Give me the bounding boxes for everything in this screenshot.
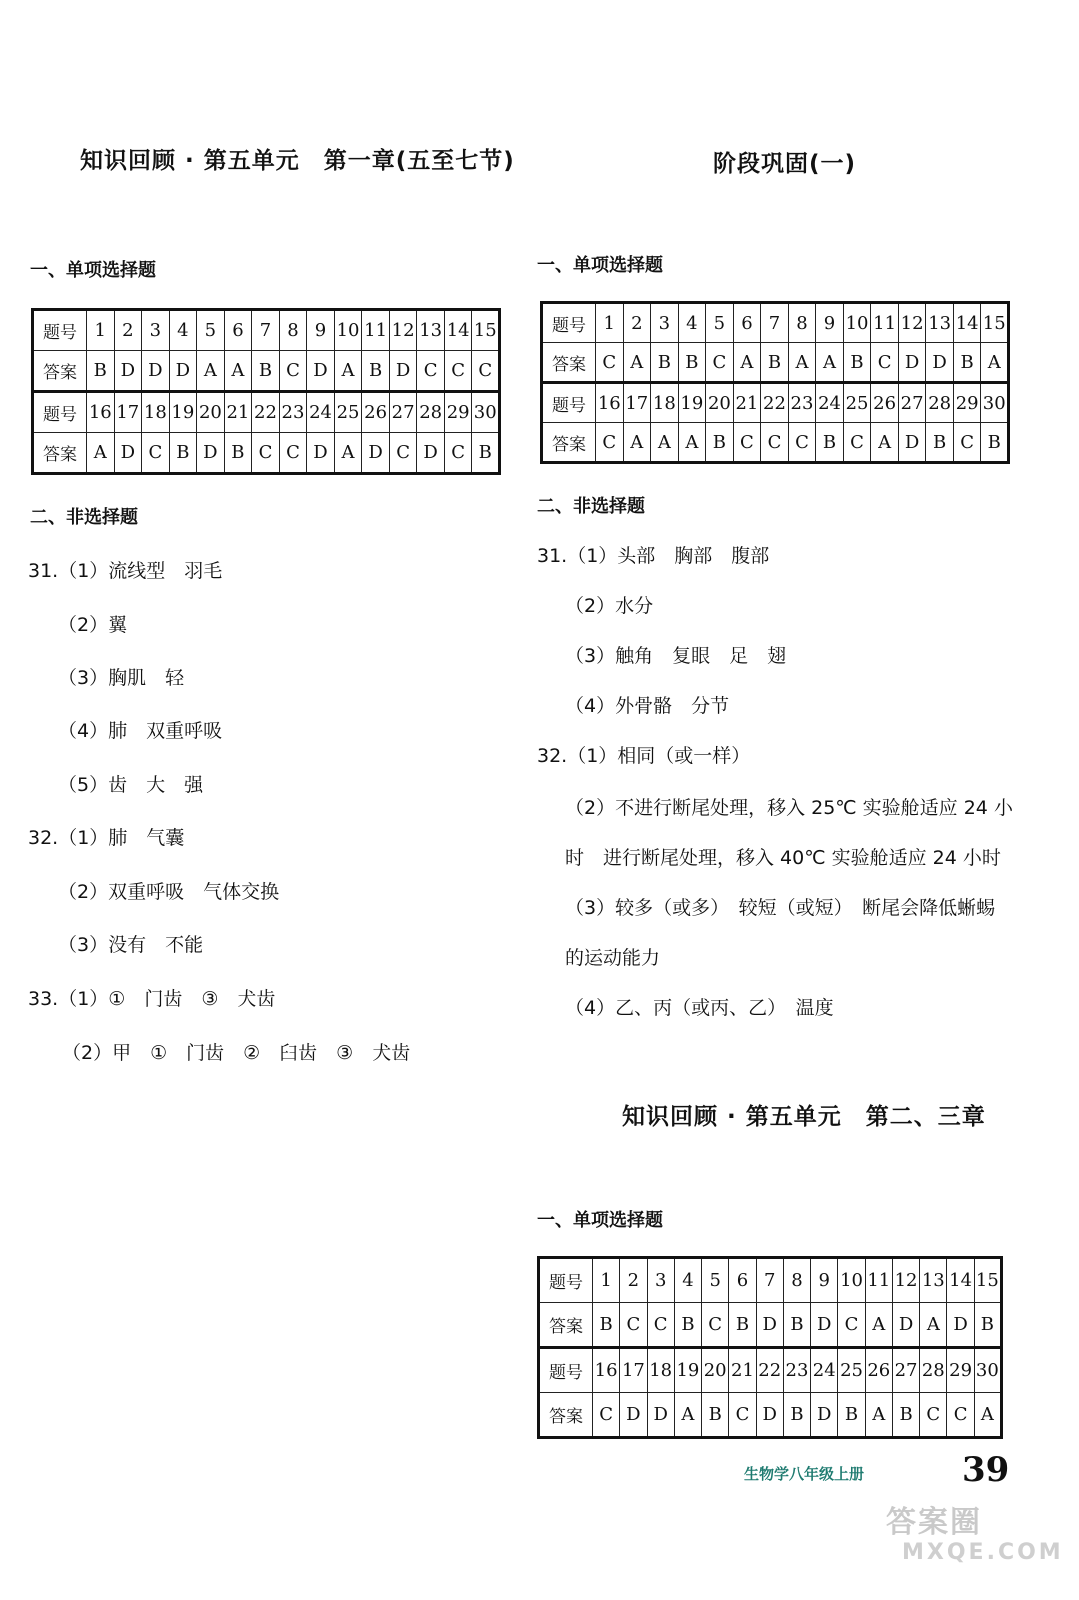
- table-cell: B: [702, 1393, 729, 1438]
- right-answer-line: （2）不进行断尾处理，移入 25℃ 实验舱适应 24 小: [565, 797, 1013, 819]
- table-cell: 30: [981, 383, 1009, 423]
- left-answer-line: （2）翼: [58, 614, 128, 636]
- table-cell: 25: [838, 1348, 865, 1393]
- table-cell: 27: [898, 383, 926, 423]
- right-answer-line: （4）乙、丙（或丙、乙） 温度: [565, 997, 834, 1019]
- table-cell: A: [871, 423, 899, 463]
- table-cell: A: [816, 343, 844, 383]
- table-cell: C: [252, 433, 280, 474]
- table-cell: B: [651, 343, 679, 383]
- table-cell: 15: [974, 1258, 1001, 1303]
- table-cell: 4: [674, 1258, 701, 1303]
- table-cell: A: [334, 433, 362, 474]
- table-cell: 24: [816, 383, 844, 423]
- table-cell: C: [920, 1393, 947, 1438]
- table-cell: 5: [197, 310, 225, 351]
- left-answer-line: （5）齿 大 强: [58, 774, 204, 796]
- table-cell: 23: [783, 1348, 810, 1393]
- table-cell: A: [87, 433, 115, 474]
- table-cell: 26: [865, 1348, 892, 1393]
- table-cell: 6: [224, 310, 252, 351]
- table-cell: C: [444, 351, 472, 392]
- table-row: [539, 1258, 1002, 1303]
- table-cell: C: [733, 423, 761, 463]
- table-cell: 27: [892, 1348, 919, 1393]
- table-cell: 19: [169, 392, 197, 433]
- table-cell: B: [843, 343, 871, 383]
- table-cell: B: [974, 1303, 1001, 1348]
- table-cell: C: [953, 423, 981, 463]
- table-cell: 16: [87, 392, 115, 433]
- table-cell: 18: [647, 1348, 674, 1393]
- page-number: 39: [962, 1450, 1010, 1490]
- table-cell: D: [647, 1393, 674, 1438]
- table-cell: 3: [647, 1258, 674, 1303]
- left-answer-line: （4）肺 双重呼吸: [58, 720, 223, 742]
- table-cell: C: [788, 423, 816, 463]
- table-row-header: 题号: [33, 310, 87, 351]
- table-cell: 30: [472, 392, 500, 433]
- table-cell: C: [843, 423, 871, 463]
- table-cell: B: [678, 343, 706, 383]
- table-cell: C: [761, 423, 789, 463]
- table-cell: 21: [733, 383, 761, 423]
- table-cell: 14: [953, 303, 981, 343]
- table-cell: 24: [307, 392, 335, 433]
- table-cell: 30: [974, 1348, 1001, 1393]
- table-cell: B: [816, 423, 844, 463]
- table-cell: 4: [678, 303, 706, 343]
- table-cell: C: [444, 433, 472, 474]
- table-cell: 17: [620, 1348, 647, 1393]
- table-cell: D: [756, 1393, 783, 1438]
- table-cell: D: [898, 423, 926, 463]
- left-answer-line: （3）胸肌 轻: [58, 667, 185, 689]
- table-cell: B: [472, 433, 500, 474]
- table-row: [33, 433, 500, 474]
- table-cell: 9: [307, 310, 335, 351]
- table-cell: 25: [334, 392, 362, 433]
- table-cell: 22: [761, 383, 789, 423]
- table-cell: B: [593, 1303, 620, 1348]
- table-cell: C: [142, 433, 170, 474]
- table-cell: D: [362, 433, 390, 474]
- right-answer-line: （3）触角 复眼 足 翅: [565, 645, 787, 667]
- table-row-header: 题号: [542, 383, 596, 423]
- table-cell: 7: [252, 310, 280, 351]
- table-cell: D: [811, 1393, 838, 1438]
- table-cell: B: [892, 1393, 919, 1438]
- table-cell: C: [596, 423, 624, 463]
- table-cell: A: [623, 423, 651, 463]
- table-cell: D: [307, 351, 335, 392]
- table-cell: 10: [838, 1258, 865, 1303]
- table-cell: D: [389, 351, 417, 392]
- table-cell: 20: [706, 383, 734, 423]
- left-nonchoice-heading: 二、非选择题: [30, 507, 138, 528]
- left-answer-line: （2）双重呼吸 气体交换: [58, 881, 280, 903]
- table-row: [539, 1303, 1002, 1348]
- table-row: [33, 351, 500, 392]
- table-cell: 24: [811, 1348, 838, 1393]
- table-cell: D: [197, 433, 225, 474]
- table-cell: 26: [871, 383, 899, 423]
- table-cell: C: [472, 351, 500, 392]
- left-single-choice-heading: 一、单项选择题: [30, 260, 156, 281]
- table-cell: 18: [651, 383, 679, 423]
- table-row-header: 题号: [542, 303, 596, 343]
- table-cell: C: [947, 1393, 974, 1438]
- table-cell: A: [981, 343, 1009, 383]
- table-cell: 9: [816, 303, 844, 343]
- table-cell: 10: [334, 310, 362, 351]
- table-cell: B: [87, 351, 115, 392]
- left-answer-line: （3）没有 不能: [58, 934, 204, 956]
- table-cell: 16: [596, 383, 624, 423]
- table-cell: 5: [702, 1258, 729, 1303]
- table-cell: 12: [892, 1258, 919, 1303]
- table-cell: 4: [169, 310, 197, 351]
- right-section-title-2: 知识回顾 · 第五单元 第二、三章: [622, 1104, 986, 1130]
- table-cell: 19: [674, 1348, 701, 1393]
- table-cell: D: [114, 433, 142, 474]
- table-cell: 23: [279, 392, 307, 433]
- table-row: [542, 303, 1009, 343]
- table-row-header: 答案: [539, 1303, 593, 1348]
- table-cell: B: [838, 1393, 865, 1438]
- table-cell: 9: [811, 1258, 838, 1303]
- table-cell: 21: [729, 1348, 756, 1393]
- table-cell: 28: [417, 392, 445, 433]
- table-row-header: 题号: [33, 392, 87, 433]
- table-cell: 5: [706, 303, 734, 343]
- table-cell: D: [756, 1303, 783, 1348]
- table-row-header: 题号: [539, 1258, 593, 1303]
- table-row-header: 答案: [542, 423, 596, 463]
- table-cell: A: [224, 351, 252, 392]
- table-cell: 26: [362, 392, 390, 433]
- table-cell: A: [678, 423, 706, 463]
- table-cell: 12: [389, 310, 417, 351]
- table-cell: 19: [678, 383, 706, 423]
- table-cell: 2: [623, 303, 651, 343]
- table-cell: 14: [444, 310, 472, 351]
- table-cell: A: [674, 1393, 701, 1438]
- table-cell: 23: [788, 383, 816, 423]
- table-cell: D: [947, 1303, 974, 1348]
- left-answer-line: 32.（1）肺 气囊: [28, 827, 185, 849]
- table-cell: A: [334, 351, 362, 392]
- table-cell: B: [926, 423, 954, 463]
- table-cell: B: [981, 423, 1009, 463]
- right-single-choice-heading-2: 一、单项选择题: [537, 1210, 663, 1231]
- table-row: [542, 343, 1009, 383]
- left-answer-table: [31, 308, 501, 475]
- table-cell: 22: [252, 392, 280, 433]
- table-cell: 29: [947, 1348, 974, 1393]
- table-cell: 1: [596, 303, 624, 343]
- table-row: [539, 1348, 1002, 1393]
- table-cell: 29: [953, 383, 981, 423]
- watermark-url: MXQE.COM: [902, 1540, 1064, 1565]
- table-cell: 3: [142, 310, 170, 351]
- table-row: [33, 392, 500, 433]
- table-cell: 22: [756, 1348, 783, 1393]
- table-cell: D: [620, 1393, 647, 1438]
- right-answer-line: 的运动能力: [565, 947, 661, 969]
- table-cell: 13: [417, 310, 445, 351]
- table-row-header: 题号: [539, 1348, 593, 1393]
- table-cell: B: [953, 343, 981, 383]
- table-cell: C: [620, 1303, 647, 1348]
- table-cell: 20: [702, 1348, 729, 1393]
- right-single-choice-heading: 一、单项选择题: [537, 255, 663, 276]
- table-cell: D: [926, 343, 954, 383]
- table-cell: 17: [114, 392, 142, 433]
- table-cell: D: [114, 351, 142, 392]
- table-cell: B: [169, 433, 197, 474]
- table-cell: B: [362, 351, 390, 392]
- table-cell: 2: [114, 310, 142, 351]
- left-section-title: 知识回顾 · 第五单元 第一章(五至七节): [80, 148, 515, 174]
- table-cell: 28: [920, 1348, 947, 1393]
- table-cell: 8: [788, 303, 816, 343]
- table-cell: A: [651, 423, 679, 463]
- footer-subject: 生物学八年级上册: [744, 1465, 865, 1483]
- right-answer-line: （2）水分: [565, 595, 654, 617]
- table-cell: B: [224, 433, 252, 474]
- left-answer-line: 31.（1）流线型 羽毛: [28, 560, 223, 582]
- table-cell: 27: [389, 392, 417, 433]
- table-cell: 8: [279, 310, 307, 351]
- table-row: [33, 310, 500, 351]
- table-cell: D: [892, 1303, 919, 1348]
- table-row: [539, 1393, 1002, 1438]
- table-cell: A: [733, 343, 761, 383]
- table-cell: C: [729, 1393, 756, 1438]
- table-cell: 21: [224, 392, 252, 433]
- table-cell: A: [788, 343, 816, 383]
- table-cell: A: [920, 1303, 947, 1348]
- table-cell: 15: [981, 303, 1009, 343]
- table-cell: 1: [593, 1258, 620, 1303]
- table-cell: C: [702, 1303, 729, 1348]
- table-row-header: 答案: [33, 351, 87, 392]
- table-cell: 6: [733, 303, 761, 343]
- table-cell: 28: [926, 383, 954, 423]
- table-cell: D: [811, 1303, 838, 1348]
- table-cell: B: [783, 1303, 810, 1348]
- table-cell: C: [647, 1303, 674, 1348]
- table-cell: 13: [926, 303, 954, 343]
- table-cell: D: [898, 343, 926, 383]
- table-cell: 3: [651, 303, 679, 343]
- table-cell: A: [197, 351, 225, 392]
- table-cell: 7: [761, 303, 789, 343]
- table-cell: B: [252, 351, 280, 392]
- left-answer-line: 33.（1）① 门齿 ③ 犬齿: [28, 988, 276, 1010]
- table-cell: A: [623, 343, 651, 383]
- table-cell: C: [706, 343, 734, 383]
- table-cell: C: [279, 351, 307, 392]
- table-cell: 17: [623, 383, 651, 423]
- table-cell: A: [974, 1393, 1001, 1438]
- right-answer-line: 32.（1）相同（或一样）: [537, 745, 751, 767]
- table-cell: 11: [871, 303, 899, 343]
- table-cell: 15: [472, 310, 500, 351]
- right-answer-table: [540, 301, 1010, 464]
- table-cell: 8: [783, 1258, 810, 1303]
- right-answer-line: （3）较多（或多） 较短（或短） 断尾会降低蜥蜴: [565, 897, 996, 919]
- table-cell: 2: [620, 1258, 647, 1303]
- table-cell: C: [838, 1303, 865, 1348]
- table-cell: C: [389, 433, 417, 474]
- table-cell: D: [142, 351, 170, 392]
- right-answer-line: 31.（1）头部 胸部 腹部: [537, 545, 770, 567]
- table-cell: D: [169, 351, 197, 392]
- table-cell: B: [783, 1393, 810, 1438]
- table-cell: 13: [920, 1258, 947, 1303]
- table-row: [542, 383, 1009, 423]
- table-row-header: 答案: [542, 343, 596, 383]
- table-cell: 12: [898, 303, 926, 343]
- table-cell: C: [596, 343, 624, 383]
- right-answer-table-2: [537, 1256, 1003, 1439]
- table-row-header: 答案: [539, 1393, 593, 1438]
- table-cell: B: [674, 1303, 701, 1348]
- table-cell: C: [871, 343, 899, 383]
- table-cell: 20: [197, 392, 225, 433]
- table-cell: 1: [87, 310, 115, 351]
- table-cell: B: [706, 423, 734, 463]
- table-cell: A: [865, 1303, 892, 1348]
- table-cell: C: [593, 1393, 620, 1438]
- table-cell: 7: [756, 1258, 783, 1303]
- table-cell: A: [865, 1393, 892, 1438]
- right-nonchoice-heading: 二、非选择题: [537, 496, 645, 517]
- table-cell: 29: [444, 392, 472, 433]
- table-cell: D: [307, 433, 335, 474]
- table-row-header: 答案: [33, 433, 87, 474]
- table-cell: 14: [947, 1258, 974, 1303]
- table-cell: D: [417, 433, 445, 474]
- table-cell: C: [279, 433, 307, 474]
- table-cell: C: [417, 351, 445, 392]
- table-cell: 11: [362, 310, 390, 351]
- watermark-logo: 答案圈: [886, 1505, 982, 1540]
- right-answer-line: （4）外骨骼 分节: [565, 695, 730, 717]
- table-cell: 16: [593, 1348, 620, 1393]
- table-cell: 6: [729, 1258, 756, 1303]
- table-cell: B: [761, 343, 789, 383]
- right-answer-line: 时 进行断尾处理，移入 40℃ 实验舱适应 24 小时: [565, 847, 1001, 869]
- table-row: [542, 423, 1009, 463]
- table-cell: 18: [142, 392, 170, 433]
- table-cell: B: [729, 1303, 756, 1348]
- left-answer-line: （2）甲 ① 门齿 ② 臼齿 ③ 犬齿: [62, 1042, 411, 1064]
- right-section-title: 阶段巩固(一): [713, 151, 857, 177]
- table-cell: 11: [865, 1258, 892, 1303]
- table-cell: 10: [843, 303, 871, 343]
- table-cell: 25: [843, 383, 871, 423]
